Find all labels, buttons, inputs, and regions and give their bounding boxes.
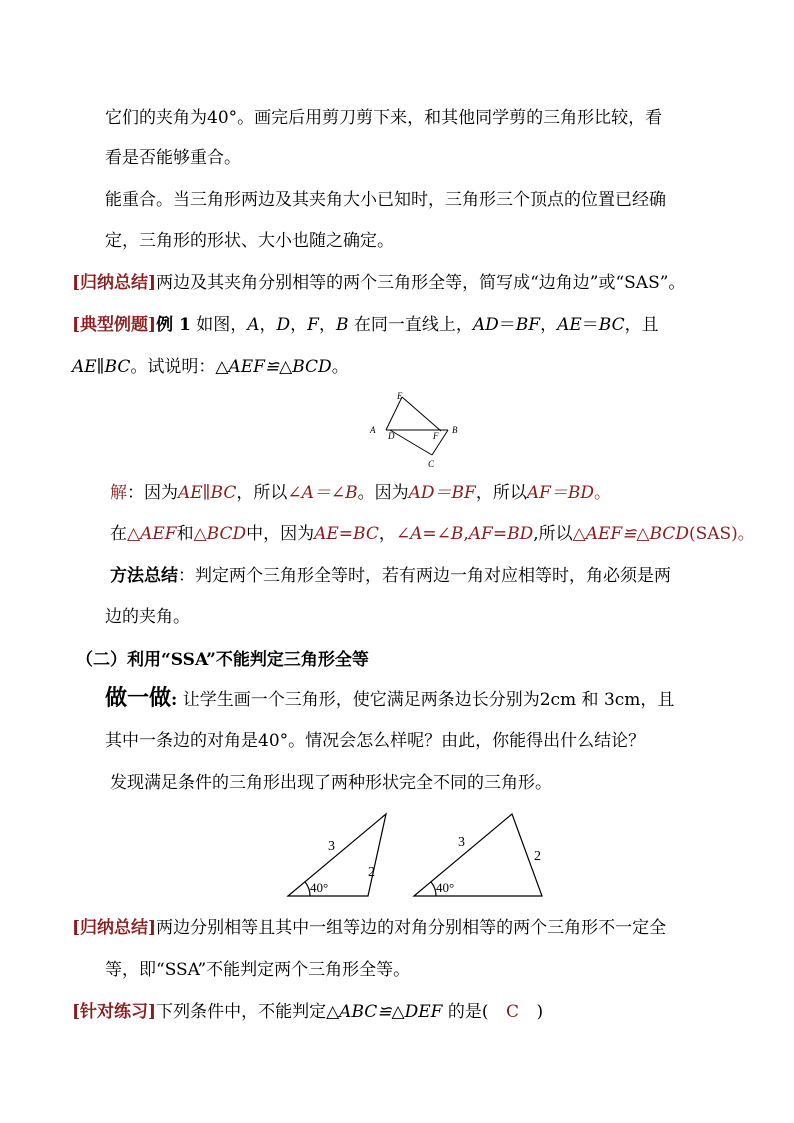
try-line2: 其中一条边的对角是40°。情况会怎么样呢？由此，你能得出什么结论？ [105, 731, 646, 751]
solution-label: 解 [110, 483, 127, 503]
period: 。 [737, 524, 755, 544]
solution-line2 [110, 522, 755, 546]
try-line3: 发现满足条件的三角形出现了两种形状完全不同的三角形。 [110, 773, 552, 793]
practice-text: 下列条件中，不能判定 [156, 1002, 327, 1022]
tri2-side-3: 3 [458, 835, 465, 850]
solution-parallel: AE∥BC [178, 483, 237, 503]
solution-text: ：因为 [127, 483, 178, 503]
comma: ， [378, 524, 396, 544]
tri1-angle: 40° [310, 880, 329, 895]
solution-text: 。因为 [357, 483, 409, 503]
solution-congruence: △AEF≌△BCD [572, 524, 689, 544]
solution-ae-bc: AE=BC [314, 524, 379, 544]
example1-line1 [72, 313, 659, 337]
point-f: F [307, 315, 319, 335]
para1-line1: 它们的夹角为40°。画完后用剪刀剪下来，和其他同学剪的三角形比较，看 [105, 108, 663, 128]
segment-dc-line [390, 430, 432, 455]
point-b: B [335, 315, 349, 335]
triangle-bcd: △BCD [193, 524, 247, 544]
section2-title: （二）利用“SSA”不能判定三角形全等 [76, 650, 369, 670]
ssa-figure [280, 808, 560, 904]
label-c: C [428, 459, 435, 469]
solution-text: 中，因为 [246, 524, 315, 544]
label-e: E [397, 391, 403, 401]
example1-text: 。试说明： [130, 357, 216, 377]
summary2-text: 两边分别相等且其中一组等边的对角分别相等的两个三角形不一定全 [156, 918, 667, 938]
period: 。 [594, 483, 612, 503]
sas-label: (SAS) [688, 524, 738, 544]
equals: ＝ [498, 315, 516, 335]
solution-line1 [110, 481, 611, 505]
example1-label: 例 1 [156, 315, 191, 335]
method-label: 方法总结 [110, 566, 178, 586]
summary2-line2: 等，即“SSA”不能判定两个三角形全等。 [105, 960, 411, 980]
segment-bc: BC [598, 315, 625, 335]
solution-text: ，所以 [236, 483, 288, 503]
colon: : [171, 690, 178, 710]
segment-bf: BF [515, 315, 541, 335]
label-d: D [388, 431, 395, 441]
label-a: A [370, 425, 376, 435]
comma: ， [540, 315, 558, 335]
solution-text: 和 [176, 524, 194, 544]
example1-text: 如图， [190, 315, 248, 335]
solution-af-bd: AF＝BD [526, 483, 595, 503]
para2-line2: 定，三角形的形状、大小也随之确定。 [105, 231, 394, 251]
try-line1 [105, 686, 674, 712]
comma: ， [290, 315, 308, 335]
method-text: ：判定两个三角形全等时，若有两边一角对应相等时，角必须是两 [178, 566, 671, 586]
segment-ae-line [386, 397, 402, 430]
solution-af-bd: AF=BD [468, 524, 534, 544]
summary1-text: 两边及其夹角分别相等的两个三角形全等，简写成“边角边”或“SAS”。 [156, 273, 686, 293]
method-line2: 边的夹角。 [105, 607, 190, 627]
example1-text: ，且 [624, 315, 659, 335]
triangle-1 [288, 814, 386, 896]
triangle-aef: △AEF [127, 524, 177, 544]
practice-text: 的是( [442, 1002, 489, 1022]
try-text: 让学生画一个三角形，使它满足两条边长分别为2cm 和 3cm，且 [177, 690, 675, 710]
label-f: F [433, 431, 439, 441]
summary1-tag: [归纳总结] [72, 273, 157, 293]
example1-tag: [典型例题] [72, 315, 157, 335]
solution-angle-eq: ∠A=∠B [395, 524, 464, 544]
point-d: D [276, 315, 291, 335]
label-b: B [452, 425, 458, 435]
tri1-side-3: 3 [328, 839, 335, 854]
parallel-statement: AE∥BC [72, 357, 131, 377]
summary1 [72, 271, 685, 295]
summary2-tag: [归纳总结] [72, 918, 157, 938]
practice-answer: C [505, 1002, 519, 1022]
try-label: 做一做 [105, 685, 172, 711]
equals: ＝ [581, 315, 599, 335]
solution-text: ，所以 [475, 483, 527, 503]
tri1-side-2: 2 [368, 865, 375, 880]
congruence-statement: △AEF≌△BCD [215, 357, 332, 377]
practice-congruence: △ABC≌△DEF [326, 1002, 443, 1022]
solution-ad-bf: AD＝BF [408, 483, 476, 503]
segment-ad: AD [472, 315, 499, 335]
period: 。 [331, 357, 349, 377]
point-a: A [247, 315, 260, 335]
tri2-side-2: 2 [534, 849, 541, 864]
solution-text: ,所以 [533, 524, 573, 544]
triangle-2 [414, 814, 542, 896]
solution-text: 在 [110, 524, 127, 544]
practice-line [72, 1000, 543, 1024]
para2-line1: 能重合。当三角形两边及其夹角大小已知时，三角形三个顶点的位置已经确 [105, 190, 666, 210]
comma: ， [259, 315, 277, 335]
segment-ef-line [402, 397, 441, 431]
tri2-angle: 40° [436, 880, 455, 895]
method-line1 [110, 564, 671, 588]
summary2-line1 [72, 916, 666, 940]
comma: ， [318, 315, 336, 335]
comma: , [463, 524, 469, 544]
example1-text: 在同一直线上， [348, 315, 473, 335]
solution-angle-eq: ∠A＝∠B [287, 483, 358, 503]
practice-tag: [针对练习] [72, 1002, 157, 1022]
example1-figure [360, 385, 470, 473]
segment-ae: AE [557, 315, 582, 335]
practice-paren: ) [536, 1002, 544, 1022]
example1-line2 [72, 355, 349, 379]
para1-line2: 看是否能够重合。 [105, 148, 241, 168]
